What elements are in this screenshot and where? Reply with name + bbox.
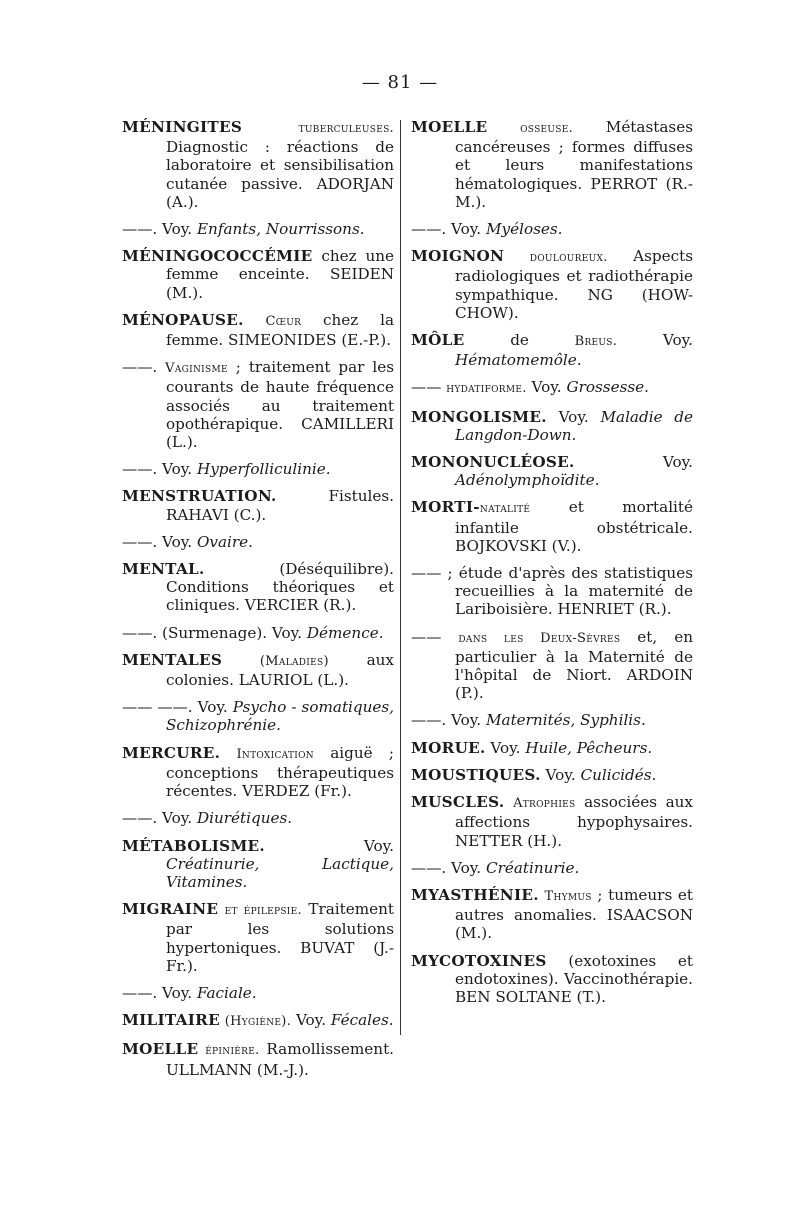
subheading: dans les Deux-Sèvres	[458, 630, 621, 646]
entry-text: et, en particulier à la Maternité de l'hôpital de Niort. ARDOIN (P.).	[455, 627, 693, 703]
headword: MOELLE	[122, 1040, 199, 1059]
index-entry	[411, 952, 693, 1007]
headword: MORTI-	[411, 498, 480, 517]
cross-reference: Créatinurie, Lactique, Vitamines.	[166, 854, 394, 891]
index-entry	[122, 560, 394, 615]
subheading: (Maladies)	[259, 653, 329, 669]
headword: MOIGNON	[411, 247, 505, 266]
entry-text: Diagnostic : réactions de laboratoire et sensibilisation cutanée passive. ADORJAN (A.).	[166, 138, 394, 211]
index-entry	[411, 220, 693, 238]
headword: MÉNOPAUSE.	[122, 310, 244, 329]
cross-reference: Grossesse.	[566, 378, 649, 397]
entry-text: Voy.	[265, 836, 394, 855]
index-entry	[122, 220, 394, 238]
entry-text: Voy.	[197, 698, 233, 717]
dash-mark: ——.	[122, 532, 158, 551]
left-column	[122, 118, 394, 1088]
headword: MIGRAINE	[122, 900, 219, 919]
index-entry	[411, 247, 693, 322]
index-entry	[411, 886, 693, 943]
headword: MYASTHÉNIE.	[411, 885, 539, 904]
entry-text: chez une femme enceinte. SEIDEN (M.).	[166, 247, 394, 302]
entry-text: de	[464, 331, 575, 350]
index-entry	[122, 1011, 394, 1031]
entry-text: Voy.	[451, 711, 486, 730]
cross-reference: Créatinurie.	[485, 858, 580, 877]
dash-mark: ——	[411, 378, 442, 397]
entry-text: Ramollissement. ULLMANN (M.-J.).	[166, 1040, 394, 1079]
cross-reference: Enfants, Nourrissons.	[196, 220, 365, 239]
entry-text: Voy.	[162, 460, 197, 479]
index-entry	[411, 628, 693, 703]
entry-text: Fistules. RAHAVI (C.).	[166, 487, 394, 524]
cross-reference: Hyperfolliculinie.	[196, 460, 331, 479]
subheading: Cœur	[265, 313, 302, 329]
entry-text: aiguë ; conceptions thérapeutiques récentes. VERDEZ (Fr.).	[166, 743, 394, 801]
index-entry	[122, 698, 394, 734]
index-entry	[122, 837, 394, 892]
subheading: et épilepsie.	[224, 903, 302, 919]
column-divider	[400, 120, 401, 1035]
subheading: épinière.	[205, 1043, 260, 1059]
cross-reference: Psycho - somatiques, Schizophrénie.	[166, 698, 395, 735]
headword: MONGOLISME.	[411, 407, 547, 426]
entry-text: aux colonies. LAURIOL (L.).	[166, 650, 394, 690]
headword: MENTAL.	[122, 560, 205, 579]
cross-reference: Maladie de Langdon-Down.	[455, 407, 694, 444]
entry-text: ; étude d'après des statistiques recueillies à la maternité de Lariboisière. HENRIET (R.).	[447, 564, 694, 619]
entry-text: Voy.	[485, 738, 526, 757]
entry-text: ; tumeurs et autres anomalies. ISAACSON (M.).	[455, 885, 693, 943]
dash-mark: ——.	[122, 220, 158, 239]
dash-mark: ——.	[411, 858, 447, 877]
dash-mark: ——.	[122, 460, 158, 479]
entry-text: associées aux affections hypophysaires. NETTER (H.).	[455, 793, 693, 850]
dash-mark: —— ——.	[122, 698, 193, 717]
entry-text: Voy.	[162, 532, 197, 551]
headword: MONONUCLÉOSE.	[411, 453, 575, 472]
index-entry	[411, 498, 693, 555]
dash-mark: ——	[411, 564, 442, 583]
index-entry	[122, 460, 394, 478]
cross-reference: Culicidés.	[580, 765, 657, 784]
headword: MENSTRUATION.	[122, 487, 277, 506]
subheading: Atrophies	[513, 796, 576, 812]
subheading: tuberculeuses.	[298, 121, 394, 136]
subheading: Vaginisme	[165, 361, 228, 377]
headword: MUSCLES.	[411, 793, 505, 812]
cross-reference: Faciale.	[196, 983, 257, 1002]
cross-reference: Maternités, Syphilis.	[485, 711, 646, 730]
index-entry	[122, 247, 394, 302]
index-entry	[411, 378, 693, 398]
dash-mark: ——.	[411, 711, 447, 730]
headword: MÉNINGITES	[122, 118, 243, 136]
entry-text: Voy.	[451, 858, 486, 877]
entry-text: chez la femme. SIMEONIDES (E.-P.).	[166, 310, 394, 350]
dash-mark: ——.	[411, 220, 447, 239]
index-entry	[411, 408, 693, 444]
entry-text: Voy.	[574, 453, 693, 472]
index-entry	[122, 311, 394, 349]
dash-mark: ——.	[122, 358, 158, 377]
entry-text: (Déséquilibre). Conditions théoriques et cliniques. VERCIER (R.).	[166, 560, 394, 615]
index-entry	[411, 739, 693, 757]
headword: MÔLE	[411, 331, 465, 350]
index-entry	[122, 651, 394, 689]
dash-mark: ——.	[122, 809, 158, 828]
entry-text: Voy.	[162, 809, 197, 828]
index-entry	[411, 766, 693, 784]
cross-reference: Myéloses.	[485, 220, 563, 239]
entry-text: Voy.	[540, 765, 581, 784]
headword: MENTALES	[122, 650, 223, 669]
index-entry	[411, 793, 693, 850]
subheading: Breus.	[574, 334, 618, 350]
index-entry	[411, 711, 693, 729]
dash-mark: ——	[411, 627, 442, 646]
index-entry	[122, 624, 394, 642]
index-entry	[411, 118, 693, 211]
subheading: natalité	[479, 501, 531, 517]
headword: MORUE.	[411, 738, 486, 757]
page-number: — 81 —	[361, 72, 439, 93]
entry-text: ; traitement par les courants de haute fréquence associés au traitement opothérapique. CAMILLERI (L.).	[166, 358, 395, 452]
subheading: Thymus	[544, 888, 592, 904]
index-entry	[122, 118, 394, 211]
entry-text: Métastases cancéreuses ; formes diffuses et leurs manifestations hématologiques. PERROT (R.-M.).	[455, 118, 693, 211]
index-entry	[411, 453, 693, 489]
subheading: hydatiforme.	[446, 381, 527, 397]
headword: MOUSTIQUES.	[411, 765, 541, 784]
entry-text: (Surmenage). Voy.	[162, 623, 307, 642]
index-entry	[411, 859, 693, 877]
entry-text: Voy.	[526, 378, 567, 397]
cross-reference: Huile, Pêcheurs.	[525, 738, 653, 757]
cross-reference: Démence.	[306, 623, 384, 642]
index-entry	[122, 1040, 394, 1078]
entry-text: et mortalité infantile obstétricale. BOJKOVSKI (V.).	[455, 498, 693, 555]
subheading: (Hygiène).	[224, 1014, 292, 1030]
entry-text: Voy.	[546, 407, 601, 426]
index-entry	[122, 358, 394, 451]
cross-reference: Diurétiques.	[196, 809, 293, 828]
entry-text: Voy.	[617, 331, 694, 350]
headword: MÉNINGOCOCCÉMIE	[122, 247, 313, 266]
cross-reference: Hématomemôle.	[455, 351, 582, 370]
index-entry	[411, 331, 693, 369]
headword: MYCOTOXINES	[411, 951, 547, 970]
entry-text: Voy.	[451, 220, 486, 239]
headword: MÉTABOLISME.	[122, 836, 266, 855]
entry-text: Traitement par les solutions hypertoniques. BUVAT (J.-Fr.).	[166, 900, 394, 975]
entry-text: Aspects radiologiques et radiothérapie sympathique. NG (HOW-CHOW).	[455, 247, 694, 322]
index-entry	[411, 564, 693, 619]
cross-reference: Adénolymphoïdite.	[455, 471, 600, 490]
subheading: osseuse.	[520, 121, 574, 136]
dash-mark: ——.	[122, 623, 158, 642]
entry-text: Voy.	[291, 1011, 331, 1030]
headword: MILITAIRE	[122, 1011, 220, 1030]
entry-text: Voy.	[162, 983, 197, 1002]
headword: MERCURE.	[122, 743, 221, 762]
subheading: douloureux.	[529, 250, 608, 266]
right-column	[411, 118, 693, 1015]
cross-reference: Ovaire.	[196, 532, 253, 551]
subheading: Intoxication	[236, 746, 314, 762]
cross-reference: Fécales.	[330, 1011, 394, 1030]
headword: MOELLE	[411, 118, 488, 136]
index-entry	[122, 809, 394, 827]
index-entry	[122, 487, 394, 523]
index-entry	[122, 900, 394, 975]
entry-text: (exotoxines et endotoxines). Vaccinothérapie. BEN SOLTANE (T.).	[455, 951, 693, 1006]
entry-text: Voy.	[162, 220, 197, 239]
index-entry	[122, 744, 394, 801]
index-entry	[122, 533, 394, 551]
index-entry	[122, 984, 394, 1002]
dash-mark: ——.	[122, 983, 158, 1002]
